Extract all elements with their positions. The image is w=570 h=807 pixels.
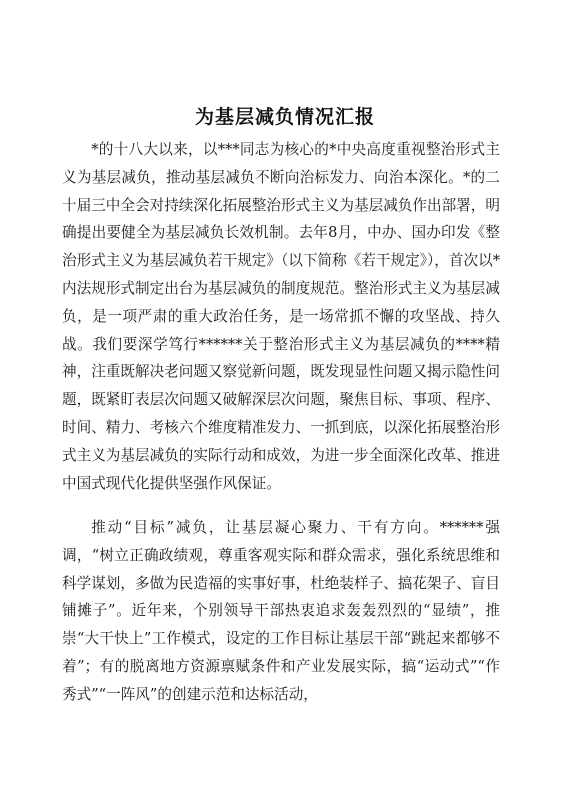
- body-section-1: [62, 136, 500, 497]
- paragraph-2: 推动“目标”减负，让基层凝心聚力、干有方向。******强调，“树立正确政绩观，尊重客观实际和群众需求，强化系统思维和科学谋划，多做为民造福的实事好事，杜绝装样子、搞花架子、盲目铺摊子”。近年来，个别领导干部热衷追求轰轰烈烈的“显绩”，推崇“大干快上”工作模式，设定的工作目标让基层干部“跳起来都够不着”；有的脱离地方资源禀赋条件和产业发展实际，搞“运动式”“作秀式”“一阵风”的创建示范和达标活动，: [62, 519, 500, 703]
- body-section-2: [62, 514, 500, 709]
- paragraph-1: *的十八大以来，以***同志为核心的*中央高度重视整治形式主义为基层减负，推动基层减负不断向治标发力、向治本深化。*的二十届三中全会对持续深化拓展整治形式主义为基层减负作出部署，明确提出要健全为基层减负长效机制。去年8月，中办、国办印发《整治形式主义为基层减负若干规定》（以下简称《若干规定》），首次以*内法规形式制定出台为基层减负的制度规范。整治形式主义为基层减负，是一项严肃的重大政治任务，是一场常抓不懈的攻坚战、持久战。我们要深学笃行******关于整治形式主义为基层减负的****精神，注重既解决老问题又察觉新问题，既发现显性问题又揭示隐性问题，既紧盯表层次问题又破解深层次问题，聚焦目标、事项、程序、时间、精力、考核六个维度精准发力、一抓到底，以深化拓展整治形式主义为基层减负的实际行动和成效，为进一步全面深化改革、推进中国式现代化提供坚强作风保证。: [62, 141, 500, 492]
- document-title: 为基层减负情况汇报: [194, 106, 375, 128]
